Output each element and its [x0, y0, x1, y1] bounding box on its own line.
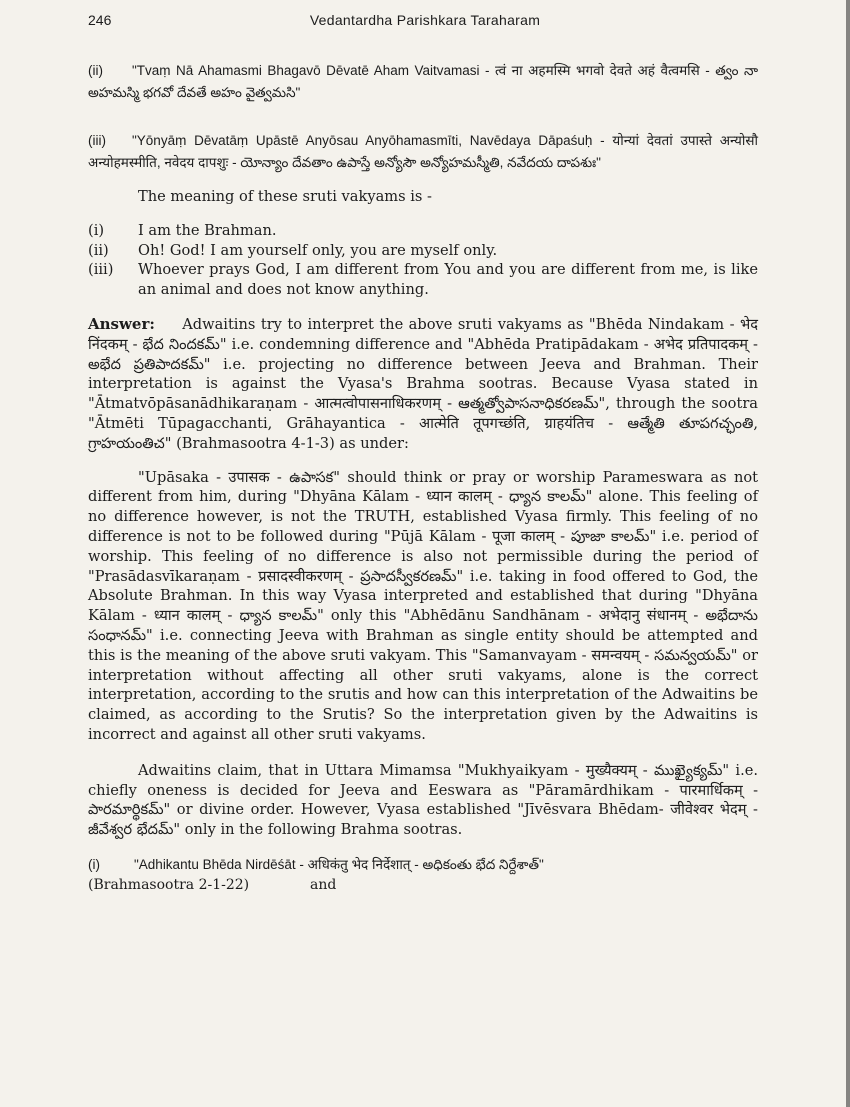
- quote-iii: [88, 130, 758, 174]
- page-body: [88, 60, 758, 896]
- list-number: (ii): [88, 241, 109, 259]
- sootra-reference: (Brahmasootra 2-1-22): [88, 876, 250, 893]
- quote-ii: [88, 60, 758, 104]
- answer-label: Answer:: [88, 315, 155, 333]
- list-text: Whoever prays God, I am different from You and you are different from me, is like an animal and does not know anything.: [138, 261, 758, 298]
- answer-text: Adwaitins try to interpret the above sruti vakyams as "Bhēda Nindakam - भेद निंदकम् - భేద నిందకమ్" i.e. condemning difference and "Abhēda Pratipādakam - अभेद प्रतिपादकम् - అభేద ప్రతిపాదకమ్" i.e. projecting no difference between Jeeva and Brahman. Their interpretation is against the Vyasa's Brahma sootras. Because Vyasa stated in "Ātmatvōpāsanādhikaraṇam - आत्मत्वोपासनाधिकरणम् - ఆత్మత్వోపాసనాధికరణమ్", through the sootra "Ātmēti Tūpagacchanti, Grāhayantica - आत्मेति तूपगच्छंति, ग्राहयंतिच - ఆత్మేతి తూపగచ్ఛంతి, గ్రాహయంతిచ" (Brahmasootra 4-1-3) as under:: [88, 316, 758, 452]
- quote-text: "Yōnyāṃ Dēvatāṃ Upāstē Anyōsau Anyōhamasmīti, Navēdaya Dāpaśuḥ - योन्यां देवतां उपास्ते अन्योसौ अन्योहमस्मीति, नवेदय दापशुः - యోన్యాం దేవతాం ఉపాస్తే అన్యోసౌ అన్యోహమస్మీతి, నవేదయ దాపశుః": [88, 133, 758, 170]
- meaning-list: [88, 221, 758, 299]
- page-number: 246: [88, 12, 112, 28]
- page-edge-shadow: [846, 0, 850, 1107]
- running-title: Vedantardha Parishkara Taraharam: [309, 12, 541, 28]
- list-item: [88, 260, 758, 299]
- conjunction: and: [310, 876, 337, 893]
- sootra-text: "Adhikantu Bhēda Nirdēśāt - अधिकंतु भेद निर्देशात् - అధికంతు భేద నిర్దేశాత్": [134, 856, 544, 872]
- list-item: [88, 221, 758, 241]
- sootra-list: [88, 854, 758, 896]
- list-item: [88, 854, 758, 875]
- list-text: I am the Brahman.: [138, 222, 277, 239]
- list-text: Oh! God! I am yourself only, you are myself only.: [138, 241, 498, 259]
- answer-paragraph: [88, 315, 758, 454]
- page-header: [0, 12, 850, 34]
- meaning-intro: The meaning of these sruti vakyams is -: [138, 188, 432, 205]
- body-paragraph: "Upāsaka - उपासक - ఉపాసక" should think or pray or worship Parameswara as not different from him, during "Dhyāna Kālam - ध्यान कालम् - ధ్యాన కాలమ్" alone. This feeling of no difference however, is not the TRUTH, established Vyasa firmly. This feeling of no difference is not to be followed during "Pūjā Kālam - पूजा कालम् - పూజా కాలమ్" i.e. period of worship. This feeling of no difference is also not permissible during the period of "Prasādasvīkaraṇam - प्रसादस्वीकरणम् - ప్రసాదస్వీకరణమ్" i.e. taking in food offered to God, the Absolute Brahman. In this way Vyasa interpreted and established that during "Dhyāna Kālam - ध्यान कालम् - ధ్యాన కాలమ్" only this "Abhēdānu Sandhānam - अभेदानु संधानम् - అభేదాను సంధానమ్" i.e. connecting Jeeva with Brahman as single entity should be attempted and this is the meaning of the above sruti vakyam. This "Samanvayam - समन्वयम् - సమన్వయమ్" or interpretation without affecting all other sruti vakyams, alone is the correct interpretation, according to the srutis and how can this interpretation of the Adwaitins be claimed, as according to the Srutis? So the interpretation given by the Adwaitins is incorrect and against all other sruti vakyams.: [88, 468, 758, 743]
- list-number: (iii): [88, 261, 114, 278]
- list-number: (i): [88, 222, 105, 239]
- quote-text: "Tvaṃ Nā Ahamasmi Bhagavō Dēvatē Aham Vaitvamasi - त्वं ना अहमस्मि भगवो देवते अहं वैत्वमसि - త్వం నా అహమస్మి భగవో దేవతే అహం వైత్వమసి": [88, 63, 758, 100]
- list-number: (i): [88, 856, 100, 872]
- body-paragraph: Adwaitins claim, that in Uttara Mimamsa "Mukhyaikyam - मुख्यैक्यम् - ముఖ్యైక్యమ్" i.e. chiefly oneness is decided for Jeeva and Eeswara as "Pāramārdhikam - पारमार्धिकम् - పారమార్థికమ్" or divine order. However, Vyasa established "Jīvēsvara Bhēdam- जीवेश्वर भेदम् - జీవేశ్వర భేదమ్" only in the following Brahma sootras.: [88, 761, 758, 839]
- list-item: [88, 241, 758, 261]
- sootra-reference-line: [88, 875, 758, 896]
- quote-number: (iii): [88, 133, 106, 148]
- quote-number: (ii): [88, 63, 103, 78]
